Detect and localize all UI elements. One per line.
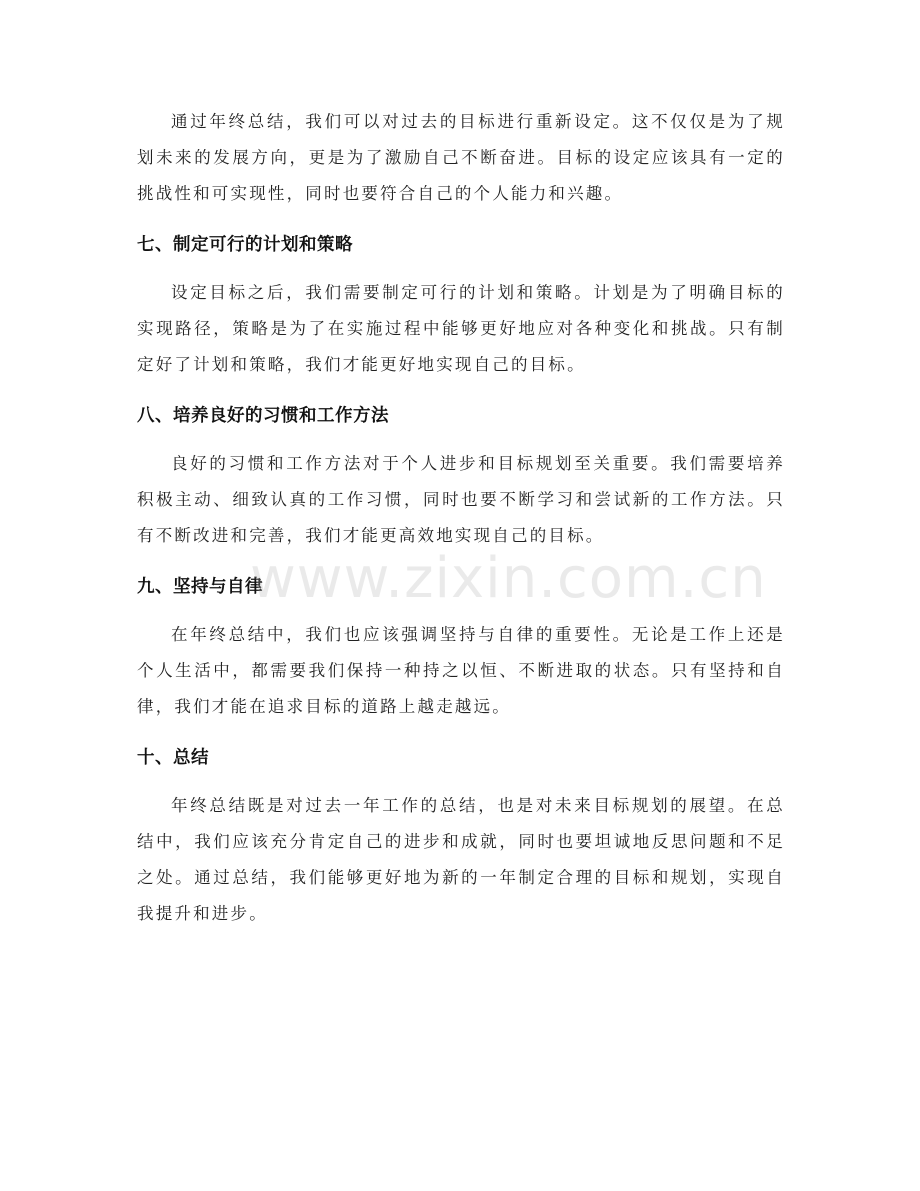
section-paragraph-10: 年终总结既是对过去一年工作的总结，也是对未来目标规划的展望。在总结中，我们应该充分肯定自己的进步和成就，同时也要坦诚地反思问题和不足之处。通过总结，我们能够更好地为新的一年制定合理的目标和规划，实现自我提升和进步。: [137, 796, 785, 923]
intro-paragraph: 通过年终总结，我们可以对过去的目标进行重新设定。这不仅仅是为了规划未来的发展方向，更是为了激励自己不断奋进。目标的设定应该具有一定的挑战性和可实现性，同时也要符合自己的个人能力和兴趣。: [137, 112, 785, 203]
section-paragraph-9: 在年终总结中，我们也应该强调坚持与自律的重要性。无论是工作上还是个人生活中，都需要我们保持一种持之以恒、不断进取的状态。只有坚持和自律，我们才能在追求目标的道路上越走越远。: [137, 625, 785, 716]
section-paragraph-7: 设定目标之后，我们需要制定可行的计划和策略。计划是为了明确目标的实现路径，策略是为了在实施过程中能够更好地应对各种变化和挑战。只有制定好了计划和策略，我们才能更好地实现自己的目标。: [137, 283, 785, 374]
section-heading-7: 七、制定可行的计划和策略: [137, 235, 353, 255]
section-heading-9: 九、坚持与自律: [137, 577, 263, 597]
watermark-text: www.zixin.com.cn: [250, 546, 767, 611]
document-body: [137, 104, 785, 932]
section-heading-8: 八、培养良好的习惯和工作方法: [137, 406, 389, 426]
section-heading-10: 十、总结: [137, 748, 209, 768]
section-paragraph-8: 良好的习惯和工作方法对于个人进步和目标规划至关重要。我们需要培养积极主动、细致认真的工作习惯，同时也要不断学习和尝试新的工作方法。只有不断改进和完善，我们才能更高效地实现自己的目标。: [137, 454, 785, 545]
